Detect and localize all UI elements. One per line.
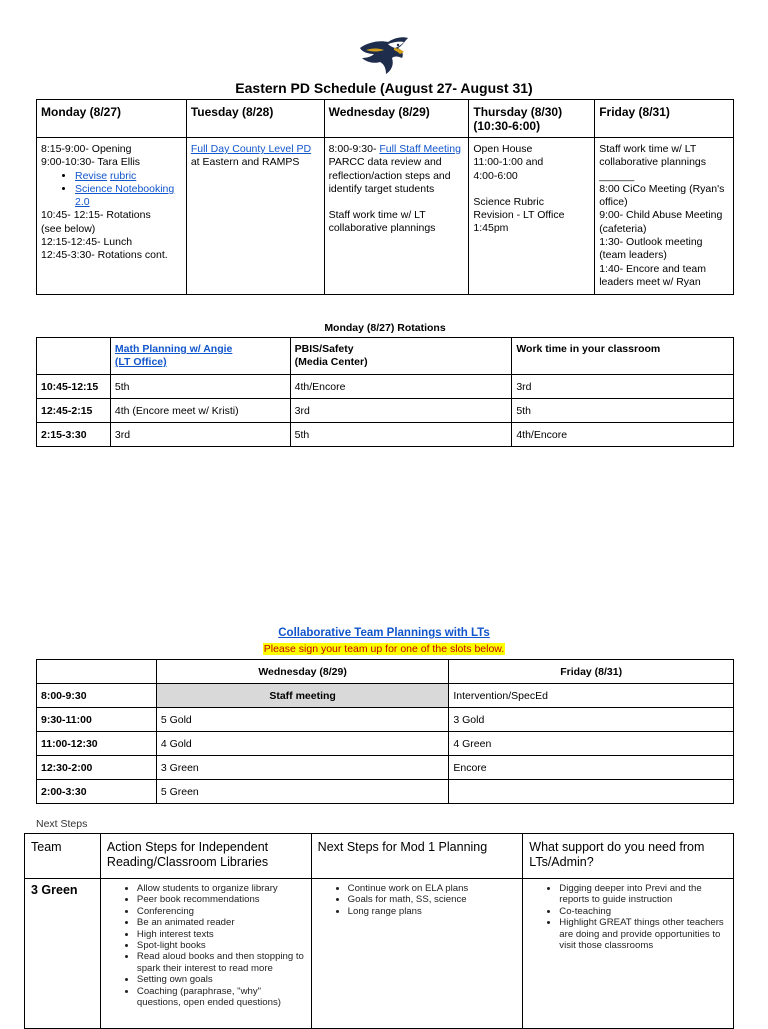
friday-line: 1:30- Outlook meeting — [599, 236, 703, 249]
friday-line: Staff work time w/ LT — [599, 143, 697, 155]
collab-title-link[interactable]: Collaborative Team Plannings with LTs — [278, 627, 490, 639]
header-thursday-date: Thursday (8/30) — [473, 105, 563, 119]
county-pd-link[interactable]: Full Day County Level PD — [190, 143, 312, 155]
header-friday: Friday (8/31) — [595, 100, 734, 138]
pbis-location: (Media Center) — [294, 356, 368, 368]
signup-slot[interactable]: 4 Gold — [156, 732, 449, 756]
wednesday-line: PARCC data review and — [328, 156, 442, 169]
header-math-planning — [110, 338, 290, 375]
list-item — [75, 170, 183, 183]
time-cell: 2:15-3:30 — [37, 423, 111, 447]
friday-line: 8:00 CiCo Meeting (Ryan's — [599, 182, 725, 195]
header-action-steps: Action Steps for Independent Reading/Classroom Libraries — [100, 834, 311, 879]
time-cell: 10:45-12:15 — [37, 375, 111, 399]
eagle-logo-icon — [358, 34, 410, 76]
next-steps-header-row — [25, 834, 734, 879]
collab-header-row — [37, 660, 734, 684]
list-item: • Read aloud books and then stopping to spark their interest to read more — [137, 951, 305, 974]
time-cell: 8:00-9:30 — [37, 684, 157, 708]
collab-corner — [37, 660, 157, 684]
list-item: • Goals for math, SS, science — [348, 894, 517, 905]
revise-link[interactable]: Revise — [75, 169, 108, 182]
table-cell: 4th (Encore meet w/ Kristi) — [110, 399, 290, 423]
collab-table — [36, 659, 734, 804]
support-cell — [523, 879, 734, 1029]
thursday-line: 11:00-1:00 and — [473, 156, 544, 169]
friday-line: (cafeteria) — [599, 222, 647, 235]
list-item: • Be an animated reader — [137, 917, 305, 928]
header-monday: Monday (8/27) — [37, 100, 187, 138]
table-row — [37, 684, 734, 708]
next-steps-label: Next Steps — [36, 818, 88, 830]
table-cell: 5th — [290, 423, 512, 447]
monday-links-list — [41, 170, 183, 210]
tuesday-cell — [186, 138, 324, 295]
table-cell: 4th/Encore — [290, 375, 512, 399]
wednesday-time: 8:00-9:30- — [328, 143, 380, 155]
table-cell: 4th/Encore — [512, 423, 734, 447]
friday-line: leaders meet w/ Ryan — [599, 275, 701, 288]
mod1-cell — [311, 879, 523, 1029]
signup-slot[interactable]: 3 Green — [156, 756, 449, 780]
header-tuesday: Tuesday (8/28) — [186, 100, 324, 138]
staff-meeting-link[interactable]: Full Staff Meeting — [379, 143, 461, 155]
list-item: • Spot-light books — [137, 940, 305, 951]
friday-line: (team leaders) — [599, 249, 667, 262]
link-text[interactable]: Math Planning w/ Angie — [114, 343, 233, 355]
rotations-caption: Monday (8/27) Rotations — [324, 322, 446, 334]
wednesday-cell — [324, 138, 469, 295]
time-cell: 2:00-3:30 — [37, 780, 157, 804]
wednesday-line: identify target students — [328, 182, 435, 195]
action-steps-list — [107, 883, 305, 1008]
thursday-cell — [469, 138, 595, 295]
list-item: • Peer book recommendations — [137, 894, 305, 905]
signup-slot[interactable]: Encore — [449, 756, 734, 780]
pbis-title: PBIS/Safety — [294, 343, 354, 355]
time-cell: 12:30-2:00 — [37, 756, 157, 780]
week-body-row — [37, 138, 734, 295]
list-item: • Conferencing — [137, 906, 305, 917]
table-cell: 3rd — [110, 423, 290, 447]
time-cell: 9:30-11:00 — [37, 708, 157, 732]
header-friday: Friday (8/31) — [449, 660, 734, 684]
header-work-time: Work time in your classroom — [512, 338, 734, 375]
monday-line: 9:00-10:30- Tara Ellis — [41, 156, 141, 169]
list-item: • Setting own goals — [137, 974, 305, 985]
link-text[interactable]: (LT Office) — [114, 356, 167, 368]
header-wednesday: Wednesday (8/29) — [156, 660, 449, 684]
next-steps-table — [24, 833, 734, 1029]
math-planning-link[interactable] — [115, 343, 232, 368]
table-row — [25, 879, 734, 1029]
header-thursday — [469, 100, 595, 138]
table-row — [37, 780, 734, 804]
signup-slot[interactable]: Intervention/SpecEd — [449, 684, 734, 708]
time-cell: 12:45-2:15 — [37, 399, 111, 423]
highlighted-instruction: Please sign your team up for one of the slots below. — [263, 643, 505, 655]
table-cell: 5th — [110, 375, 290, 399]
list-item: • Coaching (paraphrase, "why" questions, open ended questions) — [137, 986, 305, 1009]
table-cell: 3rd — [512, 375, 734, 399]
signup-slot[interactable] — [449, 780, 734, 804]
wednesday-line: collaborative plannings — [328, 222, 436, 235]
week-schedule-table — [36, 99, 734, 295]
list-item — [75, 183, 183, 210]
list-item: • High interest texts — [137, 929, 305, 940]
table-row — [37, 756, 734, 780]
table-row — [37, 423, 734, 447]
action-steps-cell — [100, 879, 311, 1029]
table-cell: 3rd — [290, 399, 512, 423]
list-item: • Co-teaching — [559, 906, 727, 917]
science-notebooking-link[interactable] — [75, 183, 174, 208]
link-text[interactable]: 2.0 — [75, 196, 90, 209]
document-title: Eastern PD Schedule (August 27- August 31) — [235, 80, 533, 96]
table-row — [37, 399, 734, 423]
monday-line: 12:15-12:45- Lunch — [41, 236, 133, 249]
thursday-line: Revision - LT Office — [473, 209, 565, 222]
monday-line: (see below) — [41, 222, 96, 235]
staff-meeting-cell: Staff meeting — [156, 684, 449, 708]
table-cell: 5th — [512, 399, 734, 423]
friday-line: office) — [599, 196, 628, 209]
table-row — [37, 732, 734, 756]
thursday-line: 1:45pm — [473, 222, 509, 235]
rotations-table — [36, 337, 734, 447]
thursday-line: 4:00-6:00 — [473, 169, 518, 182]
friday-blank: ______ — [599, 169, 635, 182]
support-list — [529, 883, 727, 951]
thursday-line: Science Rubric — [473, 195, 545, 208]
friday-line: 1:40- Encore and team — [599, 262, 707, 275]
header-wednesday: Wednesday (8/29) — [324, 100, 469, 138]
week-header-row — [37, 100, 734, 138]
friday-line: collaborative plannings — [599, 156, 707, 169]
monday-line: 10:45- 12:15- Rotations — [41, 209, 151, 222]
list-item: • Allow students to organize library — [137, 883, 305, 894]
monday-line: 12:45-3:30- Rotations cont. — [41, 249, 168, 262]
signup-slot[interactable]: 4 Green — [449, 732, 734, 756]
list-item: • Continue work on ELA plans — [348, 883, 517, 894]
header-pbis — [290, 338, 512, 375]
signup-slot[interactable]: 3 Gold — [449, 708, 734, 732]
header-thursday-hours: (10:30-6:00) — [473, 119, 541, 133]
rotations-corner — [37, 338, 111, 375]
link-text[interactable]: Science Notebooking — [75, 182, 175, 195]
table-row — [37, 375, 734, 399]
friday-cell — [595, 138, 734, 295]
list-item: • Digging deeper into Previ and the reports to guide instruction — [559, 883, 727, 906]
header-mod1: Next Steps for Mod 1 Planning — [311, 834, 523, 879]
mod1-list — [318, 883, 517, 917]
monday-line: 8:15-9:00- Opening — [41, 143, 132, 155]
wednesday-line: reflection/action steps and — [328, 169, 451, 182]
time-cell: 11:00-12:30 — [37, 732, 157, 756]
signup-slot[interactable]: 5 Green — [156, 780, 449, 804]
rotations-header-row — [37, 338, 734, 375]
thursday-line: Open House — [473, 143, 533, 155]
team-cell: 3 Green — [25, 879, 101, 1029]
wednesday-line — [329, 143, 466, 156]
rubric-link[interactable]: rubric — [110, 169, 137, 182]
friday-line: 9:00- Child Abuse Meeting — [599, 209, 723, 222]
list-item: • Highlight GREAT things other teachers are doing and provide opportunities to visit those classrooms — [559, 917, 727, 951]
header-team: Team — [25, 834, 101, 879]
tuesday-text: at Eastern and RAMPS — [190, 156, 300, 169]
list-item: • Long range plans — [348, 906, 517, 917]
table-row — [37, 708, 734, 732]
signup-slot[interactable]: 5 Gold — [156, 708, 449, 732]
collab-subtitle — [0, 643, 768, 655]
monday-cell — [37, 138, 187, 295]
header-support: What support do you need from LTs/Admin? — [523, 834, 734, 879]
wednesday-line: Staff work time w/ LT — [328, 209, 426, 222]
